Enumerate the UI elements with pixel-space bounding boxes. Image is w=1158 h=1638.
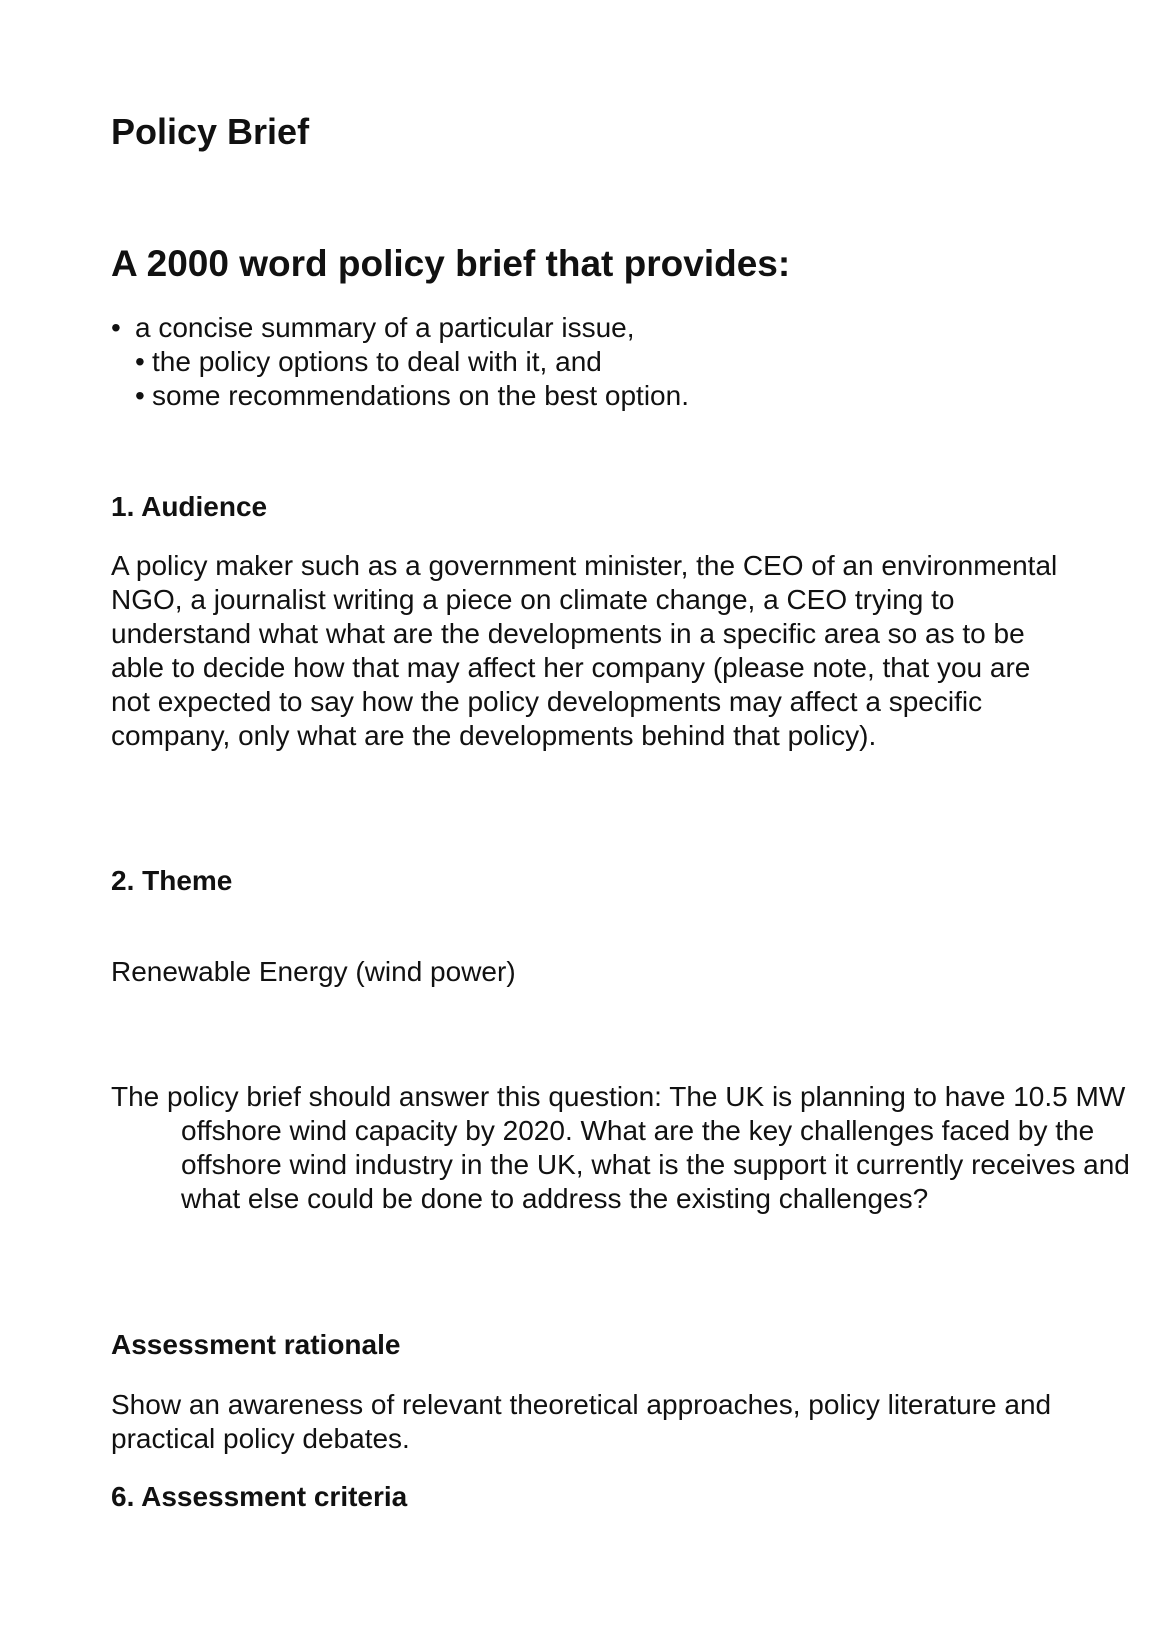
bullet-list bbox=[111, 311, 1071, 413]
rationale-heading: Assessment rationale bbox=[111, 1329, 401, 1360]
bullet-icon: • bbox=[135, 380, 145, 411]
bullet-item bbox=[111, 311, 1071, 345]
criteria-heading: 6. Assessment criteria bbox=[111, 1481, 408, 1512]
bullet-item bbox=[111, 379, 1071, 413]
question-paragraph: The policy brief should answer this question: The UK is planning to have 10.5 MW offshore wind capacity by 2020. What are the key challenges faced by the offshore wind industry in the UK, what is the support it currently receives and what else could be done to address the existing challenges? bbox=[111, 1081, 1130, 1214]
document-subtitle: A 2000 word policy brief that provides: bbox=[111, 243, 791, 284]
document-title: Policy Brief bbox=[111, 111, 310, 152]
bullet-item-text: a concise summary of a particular issue, bbox=[135, 312, 635, 343]
bullet-icon: • bbox=[135, 346, 145, 377]
bullet-item-text: the policy options to deal with it, and bbox=[152, 346, 602, 377]
bullet-icon: • bbox=[111, 312, 121, 343]
bullet-item-text: some recommendations on the best option. bbox=[152, 380, 689, 411]
rationale-paragraph: Show an awareness of relevant theoretical approaches, policy literature and practical policy debates. bbox=[111, 1389, 1052, 1454]
theme-heading: 2. Theme bbox=[111, 865, 233, 896]
bullet-item bbox=[111, 345, 1071, 379]
theme-paragraph: Renewable Energy (wind power) bbox=[111, 956, 516, 987]
audience-paragraph: A policy maker such as a government minister, the CEO of an environmental NGO, a journalist writing a piece on climate change, a CEO trying to understand what what are the developments in a specific area so as to be able to decide how that may affect her company (please note, that you are not expected to say how the policy developments may affect a specific company, only what are the developments behind that policy). bbox=[111, 550, 1058, 751]
audience-heading: 1. Audience bbox=[111, 491, 268, 522]
